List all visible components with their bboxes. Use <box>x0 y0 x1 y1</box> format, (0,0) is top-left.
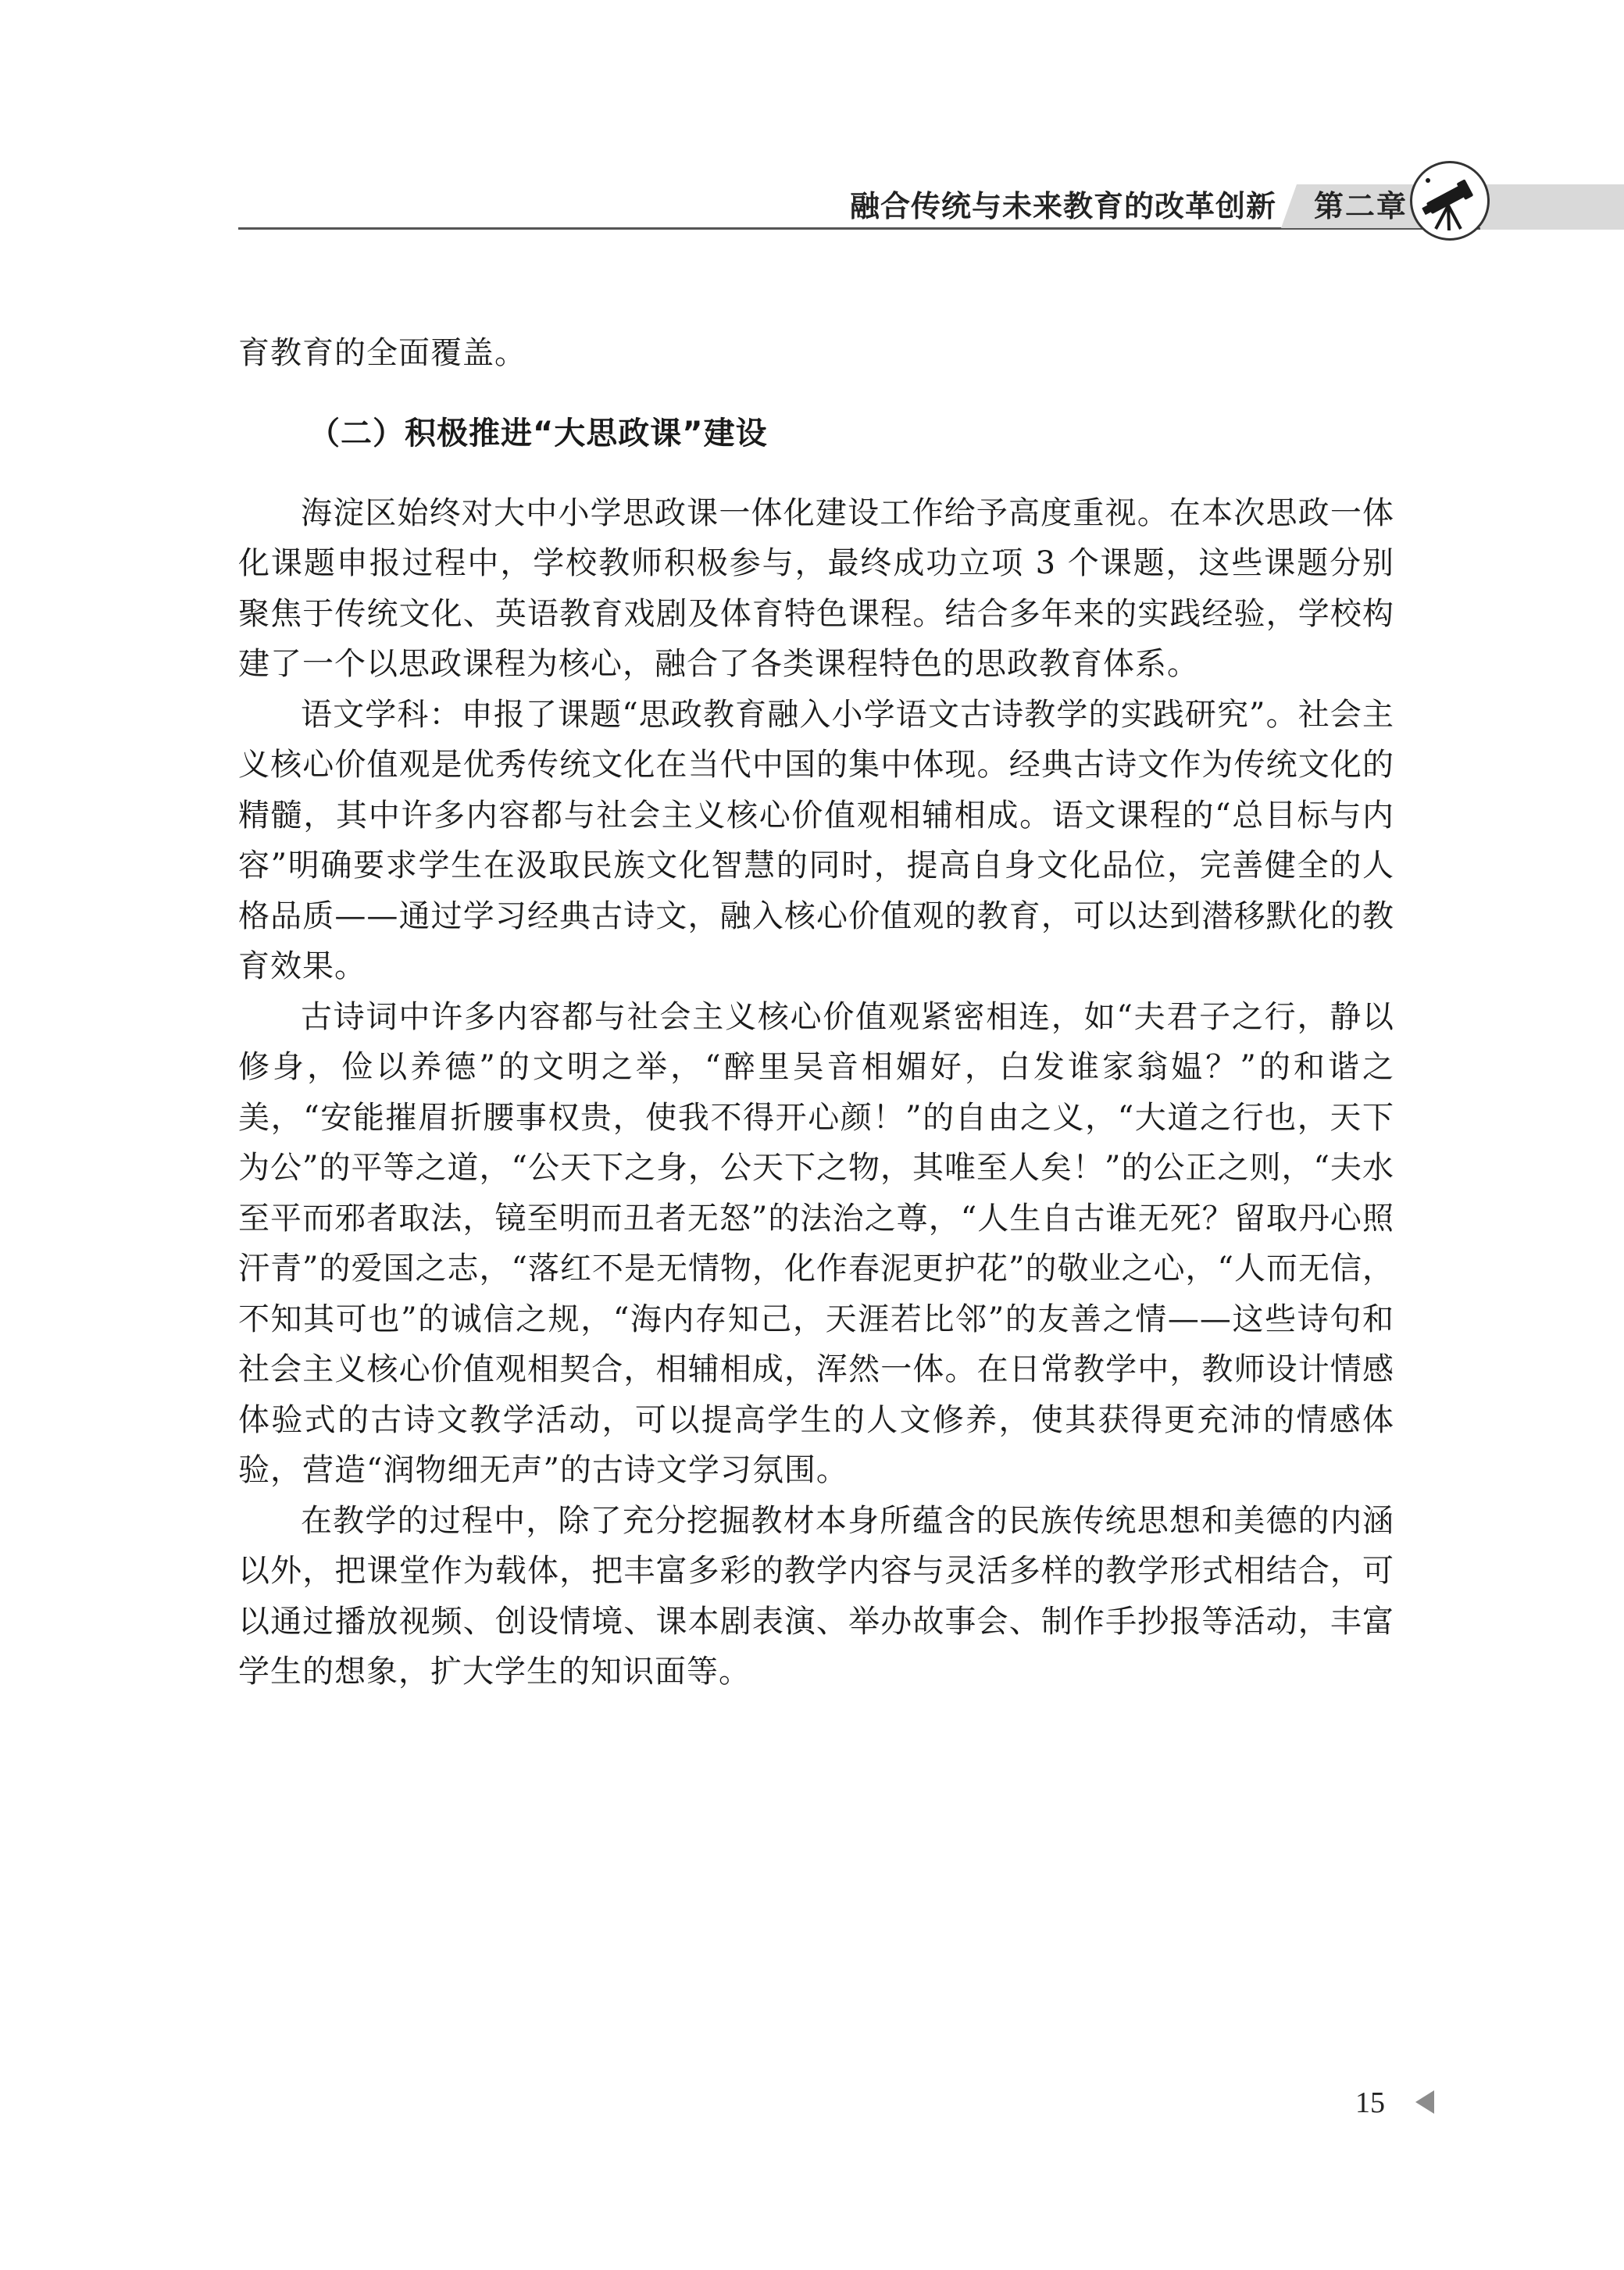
header-band <box>1480 184 1624 230</box>
paragraph: 语文学科：申报了课题“思政教育融入小学语文古诗教学的实践研究”。社会主义核心价值观是优秀传统文化在当代中国的集中体现。经典古诗文作为传统文化的精髓，其中许多内容都与社会主义核心价值观相辅相成。语文课程的“总目标与内容”明确要求学生在汲取民族文化智慧的同时，提高自身文化品位，完善健全的人格品质——通过学习经典古诗文，融入核心价值观的教育，可以达到潜移默化的教育效果。 <box>238 696 1394 984</box>
continued-paragraph: 育教育的全面覆盖。 <box>238 335 526 371</box>
paragraph: 古诗词中许多内容都与社会主义核心价值观紧密相连，如“夫君子之行，静以修身，俭以养德”的文明之举，“醉里吴音相媚好，白发谁家翁媪？”的和谐之美，“安能摧眉折腰事权贵，使我不得开心颜！”的自由之义，“大道之行也，天下为公”的平等之道，“公天下之身，公天下之物，其唯至人矣！”的公正之则，“夫水至平而邪者取法，镜至明而丑者无怒”的法治之尊，“人生自古谁无死？留取丹心照汗青”的爱国之志，“落红不是无情物，化作春泥更护花”的敬业之心，“人而无信，不知其可也”的诚信之规，“海内存知己，天涯若比邻”的友善之情——这些诗句和社会主义核心价值观相契合，相辅相成，浑然一体。在日常教学中，教师设计情感体验式的古诗文教学活动，可以提高学生的人文修养，使其获得更充沛的情感体验，营造“润物细无声”的古诗文学习氛围。 <box>238 998 1394 1488</box>
book-title: 融合传统与未来教育的改革创新 <box>849 189 1276 223</box>
section-heading: （二）积极推进“大思政课”建设 <box>309 415 768 452</box>
left-triangle-icon <box>1415 2090 1434 2114</box>
paragraph: 在教学的过程中，除了充分挖掘教材本身所蕴含的民族传统思想和美德的内涵以外，把课堂作为载体，把丰富多彩的教学内容与灵活多样的教学形式相结合，可以通过播放视频、创设情境、课本剧表演、举办故事会、制作手抄报等活动，丰富学生的想象，扩大学生的知识面等。 <box>238 1502 1394 1690</box>
chapter-label: 第二章 <box>1313 189 1408 223</box>
paragraph: 海淀区始终对大中小学思政课一体化建设工作给予高度重视。在本次思政一体化课题申报过程中，学校教师积极参与，最终成功立项 3 个课题，这些课题分别聚焦于传统文化、英语教育戏剧及体育特色课程。结合多年来的实践经验，学校构建了一个以思政课程为核心，融合了各类课程特色的思政教育体系。 <box>238 494 1394 682</box>
page-number: 15 <box>1355 2086 1385 2119</box>
telescope-icon <box>1410 161 1490 241</box>
running-header <box>0 0 1624 250</box>
page-body <box>238 328 1394 1697</box>
